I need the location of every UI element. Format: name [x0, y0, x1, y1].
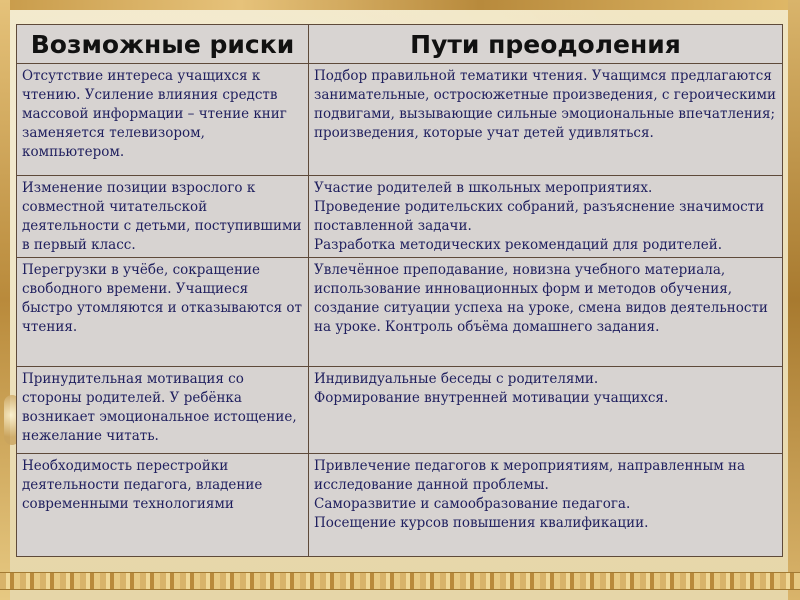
solution-cell: [309, 454, 783, 557]
solution-text: Формирование внутренней мотивации учащихся.: [314, 390, 669, 406]
risk-text: Принудительная мотивация со стороны родителей. У ребёнка возникает эмоциональное истощение, нежелание читать.: [22, 371, 297, 444]
risk-text: Отсутствие интереса учащихся к чтению. Усиление влияния средств массовой информации – чтение книг заменяется телевизором, компьютером.: [22, 68, 287, 160]
risk-cell: [17, 258, 309, 367]
solution-text: Увлечённое преподавание, новизна учебного материала, использование инновационных форм и методов обучения, создание ситуации успеха на уроке, смена видов деятельности на уроке. Контроль объёма домашнего задания.: [314, 262, 768, 335]
solution-text: Привлечение педагогов к мероприятиям, направленным на исследование данной проблемы.: [314, 458, 746, 493]
solution-text: Участие родителей в школьных мероприятиях.: [314, 180, 653, 196]
table-row: [17, 454, 783, 557]
solution-cell: [309, 176, 783, 258]
decorative-frame-top: [0, 0, 800, 10]
table-row: [17, 258, 783, 367]
risks-table: [16, 24, 783, 557]
solution-cell: [309, 64, 783, 176]
risk-cell: [17, 176, 309, 258]
risk-cell: [17, 64, 309, 176]
table-row: [17, 64, 783, 176]
solution-text: Разработка методических рекомендаций для родителей.: [314, 237, 722, 253]
solution-cell: [309, 258, 783, 367]
risk-text: Перегрузки в учёбе, сокращение свободного времени. Учащиеся быстро утомляются и отказываются от чтения.: [22, 262, 302, 335]
decorative-frame-bottom: [0, 572, 800, 590]
solution-text: Посещение курсов повышения квалификации.: [314, 515, 649, 531]
solution-text: Подбор правильной тематики чтения. Учащимся предлагаются занимательные, остросюжетные произведения, с героическими подвигами, вызывающие сильные эмоциональные впечатления; произведения, которые учат детей удивляться.: [314, 68, 776, 141]
table-row: [17, 176, 783, 258]
solution-text: Саморазвитие и самообразование педагога.: [314, 496, 631, 512]
solution-text: Индивидуальные беседы с родителями.: [314, 371, 599, 387]
decorative-frame-left: [0, 0, 10, 600]
table-header-row: [17, 25, 783, 64]
solution-text: Проведение родительских собраний, разъяснение значимости поставленной задачи.: [314, 199, 765, 234]
header-risks: Возможные риски: [17, 25, 309, 64]
header-solutions: Пути преодоления: [309, 25, 783, 64]
risk-text: Изменение позиции взрослого к совместной читательской деятельности с детьми, поступившими в первый класс.: [22, 180, 302, 253]
risk-text: Необходимость перестройки деятельности педагога, владение современными технологиями: [22, 458, 263, 512]
risk-cell: [17, 454, 309, 557]
decorative-frame-right: [788, 0, 800, 600]
solution-cell: [309, 367, 783, 454]
table-row: [17, 367, 783, 454]
risk-cell: [17, 367, 309, 454]
